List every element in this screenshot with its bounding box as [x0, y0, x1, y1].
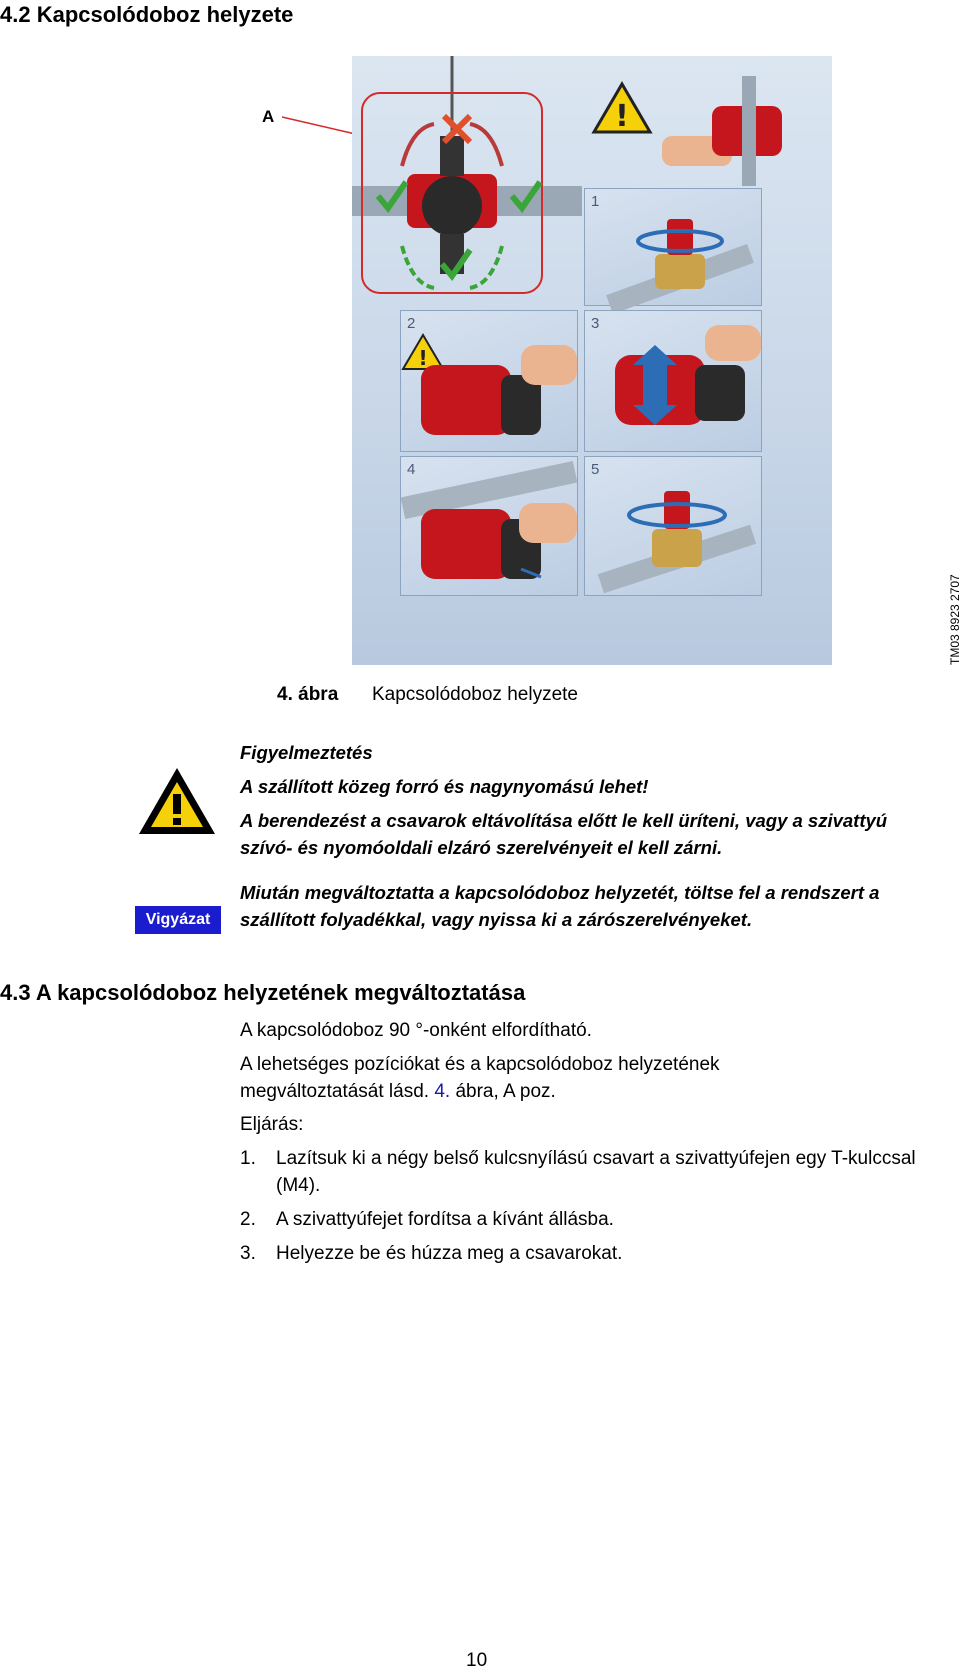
svg-text:!: !: [418, 346, 428, 370]
panel-number-1: 1: [591, 193, 600, 210]
positions-reference-text: A lehetséges pozíciókat és a kapcsolódoboz helyzetének megváltoztatását lásd.: [240, 1054, 720, 1102]
page-number: 10: [466, 1650, 488, 1671]
rotation-diagram: [352, 56, 582, 316]
panel-number-4: 4: [407, 461, 416, 478]
positions-reference-suffix: ábra, A poz.: [455, 1081, 556, 1102]
procedure-step: [240, 1145, 920, 1199]
valve-opening-icon: [597, 469, 757, 589]
section-title-4-2: 4.2 Kapcsolódoboz helyzete: [0, 2, 294, 27]
panel-number-3: 3: [591, 315, 600, 332]
figure-caption-number: 4. ábra: [277, 684, 339, 705]
rotation-note: A kapcsolódoboz 90 °-onként elfordítható.: [240, 1020, 592, 1041]
hot-warning-scene: [592, 76, 822, 186]
step-text: Lazítsuk ki a négy belső kulcsnyílású csavart a szivattyúfejen egy T-kulccsal (M4).: [276, 1148, 916, 1196]
pump-illustration: [352, 56, 832, 665]
step-panel-1: [584, 188, 762, 306]
step-panel-4: [400, 456, 578, 596]
step-panel-2: [400, 310, 578, 452]
figure-reference-code: TM03 8923 2707: [948, 574, 962, 665]
warning-heading: Figyelmeztetés: [240, 742, 373, 763]
caution-badge: Vigyázat: [135, 906, 221, 934]
procedure-steps: [240, 1145, 920, 1267]
procedure-label: Eljárás:: [240, 1114, 304, 1135]
figure-label-a: A: [262, 107, 275, 126]
section-title-4-3: 4.3 A kapcsolódoboz helyzetének megváltoztatása: [0, 980, 526, 1005]
procedure-step: [240, 1206, 920, 1233]
warning-triangle-icon: [135, 764, 219, 838]
panel-number-2: 2: [407, 315, 416, 332]
valve-closing-icon: [605, 199, 755, 299]
figure-caption-text: Kapcsolódoboz helyzete: [372, 684, 578, 705]
screw-tightening-scene: [401, 469, 577, 595]
step-text: A szivattyúfejet fordítsa a kívánt állásba.: [276, 1209, 614, 1230]
svg-text:!: !: [615, 99, 629, 134]
caution-text: Miután megváltoztatta a kapcsolódoboz helyzetét, töltse fel a rendszert a szállított folyadékkal, vagy nyissa ki a zárószerelvényeket.: [240, 882, 880, 930]
warning-line-1: A szállított közeg forró és nagynyomású lehet!: [240, 776, 649, 797]
warning-line-2: A berendezést a csavarok eltávolítása előtt le kell üríteni, vagy a szivattyú szívó- és nyomóoldali elzáró szerelvényeit el kell zárni.: [240, 810, 888, 858]
step-panel-5: [584, 456, 762, 596]
pump-head-rotate-scene: [585, 325, 761, 451]
step-number: 1.: [240, 1148, 256, 1169]
step-text: Helyezze be és húzza meg a csavarokat.: [276, 1243, 623, 1264]
panel-number-5: 5: [591, 461, 600, 478]
step-number: 3.: [240, 1243, 256, 1264]
procedure-step: [240, 1240, 920, 1267]
step-number: 2.: [240, 1209, 256, 1230]
positions-reference: [240, 1051, 840, 1105]
screw-loosening-scene: [401, 325, 577, 451]
step-panel-3: [584, 310, 762, 452]
figure-link[interactable]: 4.: [434, 1081, 451, 1102]
